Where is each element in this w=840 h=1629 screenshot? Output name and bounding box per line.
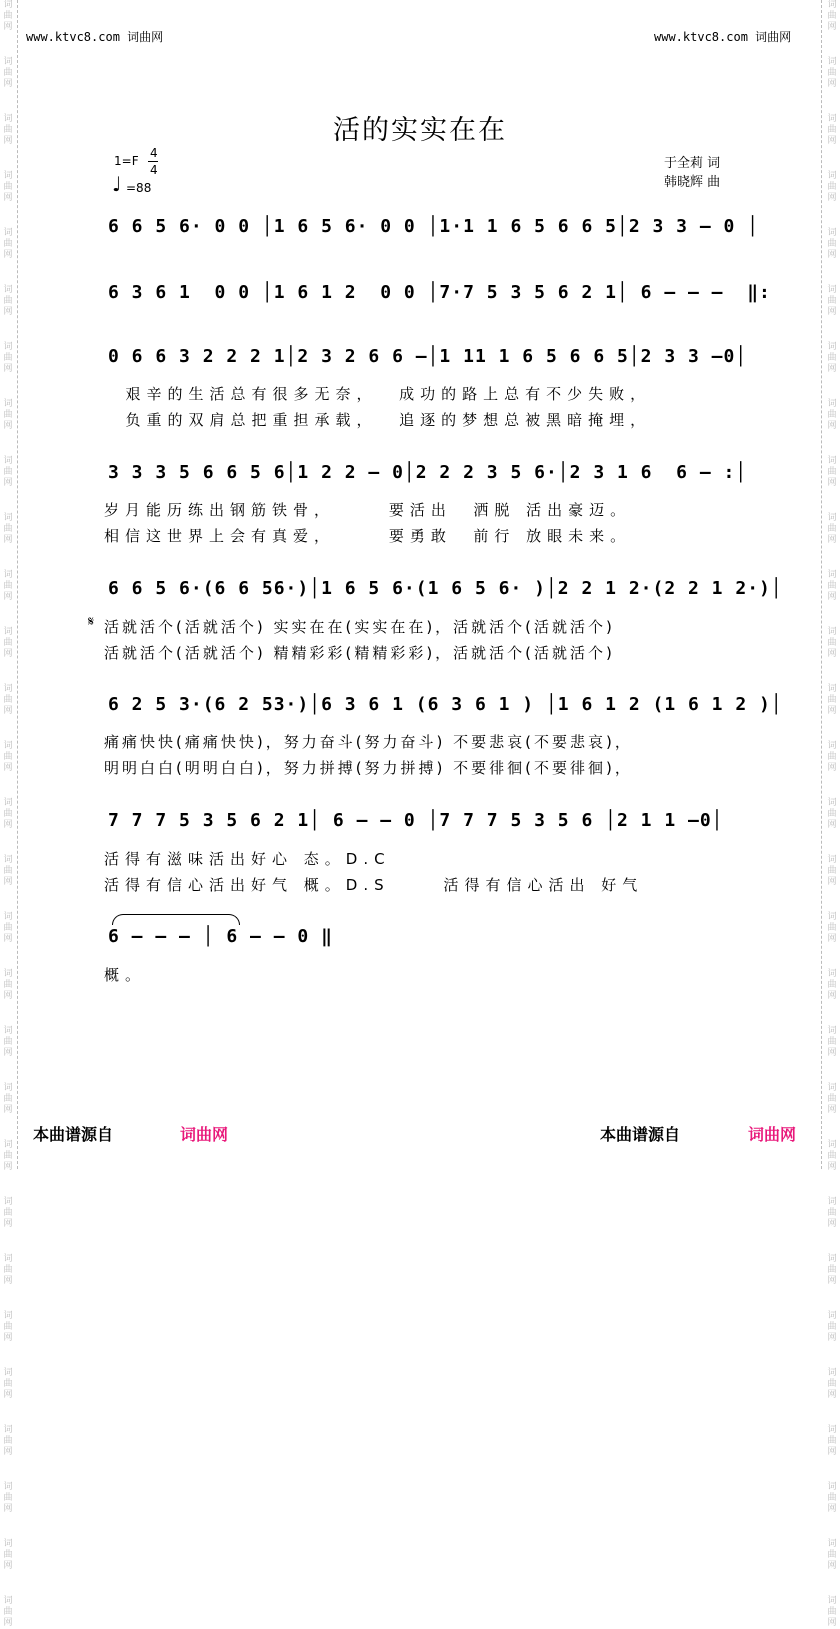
watermark-char: 词: [827, 0, 837, 10]
watermark-char: 网: [827, 250, 837, 260]
watermark-char: 网: [3, 307, 13, 317]
watermark-char: 词: [827, 969, 837, 979]
watermark-char: 曲: [3, 1094, 13, 1104]
watermark-char: 词: [827, 456, 837, 466]
lyric-row-8-verse-1: 概。: [104, 966, 147, 984]
watermark-char: 曲: [827, 1322, 837, 1332]
footer-right-label: 本曲谱源自: [600, 1125, 681, 1144]
watermark-char: 网: [3, 1561, 13, 1571]
watermark-char: 网: [3, 1105, 13, 1115]
watermark-char: 词: [3, 1596, 13, 1606]
watermark-char: 词: [827, 342, 837, 352]
watermark-char: 词: [827, 228, 837, 238]
watermark-char: 词: [827, 1140, 837, 1150]
watermark-char: 词: [3, 1368, 13, 1378]
watermark-char: 词: [827, 741, 837, 751]
lyric-row-7-verse-1: 活得有滋味活出好心 态。D.C: [104, 850, 391, 868]
watermark-char: 曲: [3, 1550, 13, 1560]
watermark-char: 网: [827, 1618, 837, 1628]
watermark-char: 曲: [3, 1436, 13, 1446]
watermark-char: 曲: [827, 923, 837, 933]
tie-arc: [112, 914, 240, 925]
watermark-char: 词: [3, 969, 13, 979]
watermark-char: 网: [3, 934, 13, 944]
watermark-char: 曲: [827, 638, 837, 648]
watermark-char: 曲: [3, 752, 13, 762]
song-title: 活的实实在在: [333, 115, 507, 146]
watermark-char: 网: [3, 1447, 13, 1457]
watermark-char: 词: [3, 1197, 13, 1207]
watermark-char: 网: [827, 706, 837, 716]
watermark-char: 网: [3, 22, 13, 32]
lyricist-credit: 于全莉 词: [664, 156, 721, 171]
watermark-char: 词: [827, 1482, 837, 1492]
watermark-char: 曲: [827, 1037, 837, 1047]
watermark-char: 曲: [3, 581, 13, 591]
watermark-char: 曲: [827, 239, 837, 249]
watermark-char: 网: [827, 535, 837, 545]
watermark-char: 词: [3, 912, 13, 922]
watermark-char: 词: [3, 399, 13, 409]
watermark-char: 网: [827, 136, 837, 146]
watermark-char: 词: [3, 513, 13, 523]
lyric-row-6-verse-2: 明明白白(明明白白)，努力拼搏(努力拼搏) 不要徘徊(不要徘徊)，: [104, 759, 633, 777]
watermark-char: 词: [827, 855, 837, 865]
composer-credit: 韩晓辉 曲: [664, 175, 721, 190]
score-row-8: 6 – – – │ 6 – – 0 ‖: [108, 926, 333, 947]
watermark-char: 网: [827, 1219, 837, 1229]
watermark-char: 网: [3, 706, 13, 716]
watermark-char: 曲: [827, 980, 837, 990]
score-row-6: 6 2 5 3·(6 2 53·)│6 3 6 1 (6 3 6 1 ) │1 6 1 2 (1 6 1 2 )│: [108, 694, 783, 715]
watermark-char: 网: [827, 763, 837, 773]
watermark-char: 词: [3, 57, 13, 67]
watermark-char: 网: [827, 364, 837, 374]
watermark-char: 网: [3, 193, 13, 203]
watermark-char: 词: [3, 570, 13, 580]
watermark-char: 词: [827, 57, 837, 67]
watermark-char: 网: [3, 364, 13, 374]
lyric-row-5-verse-2: 活就活个(活就活个) 精精彩彩(精精彩彩)，活就活个(活就活个): [104, 644, 615, 662]
lyric-row-7-verse-2: 活得有信心活出好气 概。D.S 活得有信心活出 好气: [104, 876, 644, 894]
watermark-char: 曲: [827, 866, 837, 876]
watermark-char: 曲: [827, 1094, 837, 1104]
quarter-note-icon: ♩: [112, 172, 122, 196]
watermark-char: 网: [827, 877, 837, 887]
watermark-char: 曲: [3, 695, 13, 705]
watermark-char: 曲: [3, 11, 13, 21]
watermark-char: 曲: [827, 1208, 837, 1218]
watermark-char: 词: [827, 1425, 837, 1435]
watermark-char: 曲: [827, 1379, 837, 1389]
watermark-char: 曲: [827, 296, 837, 306]
watermark-char: 词: [3, 1254, 13, 1264]
watermark-char: 曲: [3, 1208, 13, 1218]
watermark-char: 曲: [3, 1037, 13, 1047]
score-row-2: 6 3 6 1 0 0 │1 6 1 2 0 0 │7·7 5 3 5 6 2 1│ 6 – – – ‖:: [108, 282, 771, 303]
watermark-char: 词: [3, 1425, 13, 1435]
watermark-char: 网: [3, 820, 13, 830]
watermark-char: 词: [3, 0, 13, 10]
tempo-value: =88: [126, 181, 152, 195]
watermark-char: 词: [827, 570, 837, 580]
watermark-char: 词: [827, 684, 837, 694]
watermark-char: 网: [827, 1561, 837, 1571]
watermark-char: 曲: [3, 182, 13, 192]
watermark-char: 曲: [827, 752, 837, 762]
watermark-char: 曲: [827, 353, 837, 363]
watermark-char: 网: [3, 1048, 13, 1058]
watermark-char: 词: [3, 171, 13, 181]
watermark-char: 曲: [3, 1379, 13, 1389]
watermark-char: 曲: [3, 125, 13, 135]
watermark-char: 网: [3, 649, 13, 659]
watermark-char: 网: [3, 1618, 13, 1628]
watermark-char: 网: [3, 763, 13, 773]
watermark-char: 词: [3, 1311, 13, 1321]
watermark-char: 曲: [3, 1493, 13, 1503]
watermark-char: 网: [3, 877, 13, 887]
watermark-char: 词: [827, 114, 837, 124]
watermark-char: 词: [3, 1140, 13, 1150]
watermark-char: 词: [3, 798, 13, 808]
key-signature: 1=F: [114, 154, 139, 168]
watermark-char: 词: [3, 855, 13, 865]
watermark-char: 曲: [3, 1265, 13, 1275]
lyric-row-3-verse-1: 艰辛的生活总有很多无奈， 成功的路上总有不少失败，: [104, 385, 652, 403]
watermark-char: 曲: [3, 353, 13, 363]
watermark-char: 词: [827, 1539, 837, 1549]
watermark-char: 词: [827, 627, 837, 637]
watermark-char: 词: [3, 1083, 13, 1093]
watermark-char: 曲: [827, 1607, 837, 1617]
watermark-char: 曲: [827, 410, 837, 420]
watermark-char: 词: [827, 912, 837, 922]
score-row-5: 6 6 5 6·(6 6 56·)│1 6 5 6·(1 6 5 6· )│2 2 1 2·(2 2 1 2·)│: [108, 578, 783, 599]
score-row-3: 0 6 6 3 2 2 2 1│2 3 2 6 6 –│1 11 1 6 5 6 6 5│2 3 3 –0│: [108, 346, 748, 367]
watermark-char: 词: [827, 1197, 837, 1207]
watermark-char: 网: [827, 79, 837, 89]
watermark-char: 网: [827, 307, 837, 317]
watermark-char: 词: [3, 114, 13, 124]
watermark-char: 网: [3, 1390, 13, 1400]
watermark-char: 网: [827, 1162, 837, 1172]
watermark-char: 网: [827, 478, 837, 488]
score-row-4: 3 3 3 5 6 6 5 6│1 2 2 – 0│2 2 2 3 5 6·│2 3 1 6 6 – :│: [108, 462, 748, 483]
watermark-char: 网: [3, 1504, 13, 1514]
watermark-char: 词: [827, 285, 837, 295]
watermark-char: 曲: [3, 866, 13, 876]
watermark-char: 曲: [827, 695, 837, 705]
watermark-char: 词: [3, 684, 13, 694]
watermark-char: 网: [827, 1390, 837, 1400]
left-dashed-border: [17, 0, 18, 1169]
watermark-char: 网: [827, 1048, 837, 1058]
watermark-char: 词: [3, 741, 13, 751]
watermark-char: 网: [827, 820, 837, 830]
watermark-char: 网: [827, 1276, 837, 1286]
lyric-row-5-verse-1: 活就活个(活就活个) 实实在在(实实在在)，活就活个(活就活个): [104, 618, 615, 636]
watermark-char: 曲: [827, 11, 837, 21]
footer-left-site-link[interactable]: 词曲网: [180, 1125, 229, 1144]
watermark-char: 词: [3, 627, 13, 637]
watermark-char: 曲: [3, 296, 13, 306]
watermark-char: 曲: [3, 923, 13, 933]
watermark-char: 网: [3, 478, 13, 488]
watermark-char: 网: [827, 592, 837, 602]
watermark-char: 词: [3, 342, 13, 352]
watermark-char: 词: [827, 1254, 837, 1264]
watermark-char: 曲: [3, 68, 13, 78]
watermark-char: 网: [827, 22, 837, 32]
watermark-char: 网: [827, 421, 837, 431]
score-row-1: 6 6 5 6· 0 0 │1 6 5 6· 0 0 │1·1 1 6 5 6 6 5│2 3 3 – 0 │: [108, 216, 760, 237]
watermark-char: 曲: [3, 809, 13, 819]
watermark-char: 词: [827, 1311, 837, 1321]
watermark-char: 词: [827, 798, 837, 808]
watermark-char: 网: [827, 1447, 837, 1457]
watermark-char: 词: [3, 285, 13, 295]
right-watermark-column: [825, 0, 839, 1628]
watermark-char: 词: [827, 1596, 837, 1606]
watermark-char: 曲: [827, 1493, 837, 1503]
watermark-char: 曲: [3, 980, 13, 990]
watermark-char: 网: [3, 421, 13, 431]
watermark-char: 曲: [827, 1436, 837, 1446]
left-watermark-column: [1, 0, 15, 1628]
watermark-char: 曲: [827, 1550, 837, 1560]
watermark-char: 网: [3, 1219, 13, 1229]
header-right-site[interactable]: www.ktvc8.com 词曲网: [654, 30, 792, 44]
watermark-char: 词: [3, 1482, 13, 1492]
watermark-char: 网: [3, 1162, 13, 1172]
header-left-site[interactable]: www.ktvc8.com 词曲网: [26, 30, 164, 44]
watermark-char: 曲: [827, 581, 837, 591]
time-signature-top: 4: [150, 146, 158, 160]
watermark-char: 词: [3, 228, 13, 238]
watermark-char: 网: [3, 1276, 13, 1286]
lyric-row-6-verse-1: 痛痛快快(痛痛快快)，努力奋斗(努力奋斗) 不要悲哀(不要悲哀)，: [104, 733, 633, 751]
watermark-char: 词: [3, 1539, 13, 1549]
watermark-char: 曲: [827, 125, 837, 135]
watermark-char: 词: [827, 513, 837, 523]
footer-right-site-link[interactable]: 词曲网: [748, 1125, 797, 1144]
watermark-char: 曲: [827, 809, 837, 819]
time-signature-bottom: 4: [150, 163, 158, 177]
watermark-char: 词: [3, 1026, 13, 1036]
watermark-char: 网: [3, 136, 13, 146]
watermark-char: 曲: [3, 1607, 13, 1617]
watermark-char: 曲: [827, 524, 837, 534]
watermark-char: 词: [827, 399, 837, 409]
watermark-char: 网: [827, 1504, 837, 1514]
watermark-char: 词: [827, 1083, 837, 1093]
watermark-char: 网: [827, 1105, 837, 1115]
watermark-char: 网: [827, 1333, 837, 1343]
watermark-char: 词: [827, 171, 837, 181]
watermark-char: 曲: [827, 182, 837, 192]
watermark-char: 网: [827, 991, 837, 1001]
watermark-char: 网: [3, 1333, 13, 1343]
watermark-char: 曲: [3, 410, 13, 420]
watermark-char: 网: [3, 250, 13, 260]
watermark-char: 网: [3, 592, 13, 602]
watermark-char: 网: [3, 79, 13, 89]
footer-left-label: 本曲谱源自: [33, 1125, 114, 1144]
segno-icon: 𝄋: [88, 614, 95, 630]
watermark-char: 曲: [3, 1322, 13, 1332]
watermark-char: 曲: [3, 1151, 13, 1161]
watermark-char: 曲: [3, 467, 13, 477]
watermark-char: 曲: [827, 467, 837, 477]
watermark-char: 网: [3, 991, 13, 1001]
score-row-7: 7 7 7 5 3 5 6 2 1│ 6 – – 0 │7 7 7 5 3 5 6 │2 1 1 –0│: [108, 810, 724, 831]
time-signature-divider: [148, 161, 158, 162]
watermark-char: 曲: [3, 524, 13, 534]
watermark-char: 曲: [827, 68, 837, 78]
lyric-row-4-verse-1: 岁月能历练出钢筋铁骨， 要活出 洒脱 活出豪迈。: [104, 501, 632, 519]
watermark-char: 词: [827, 1368, 837, 1378]
watermark-char: 词: [3, 456, 13, 466]
lyric-row-4-verse-2: 相信这世界上会有真爱， 要勇敢 前行 放眼未来。: [104, 527, 632, 545]
lyric-row-3-verse-2: 负重的双肩总把重担承载， 追逐的梦想总被黑暗掩埋，: [104, 411, 652, 429]
right-dashed-border: [821, 0, 822, 1169]
watermark-char: 网: [827, 934, 837, 944]
watermark-char: 曲: [3, 638, 13, 648]
watermark-char: 曲: [827, 1265, 837, 1275]
watermark-char: 网: [827, 649, 837, 659]
watermark-char: 曲: [3, 239, 13, 249]
watermark-char: 曲: [827, 1151, 837, 1161]
watermark-char: 词: [827, 1026, 837, 1036]
watermark-char: 网: [827, 193, 837, 203]
watermark-char: 网: [3, 535, 13, 545]
